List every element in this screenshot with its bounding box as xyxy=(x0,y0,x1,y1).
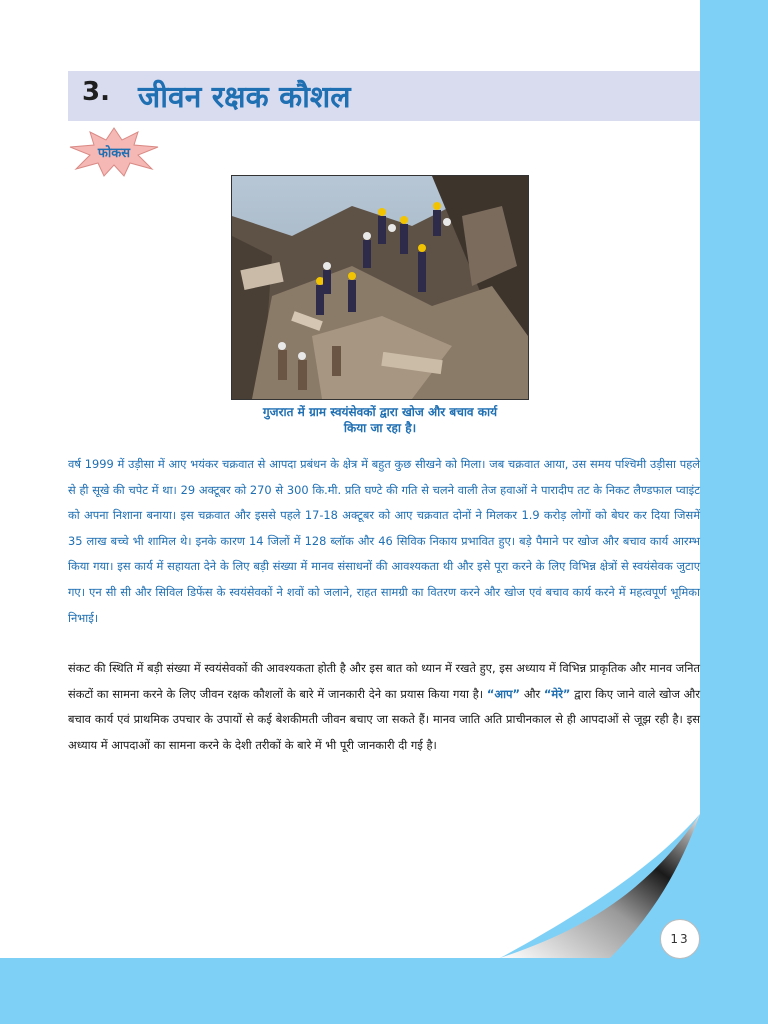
paragraph2-part1: संकट की स्थिति में बड़ी संख्या में स्वयंसेवकों की आवश्यकता होती है और इस बात को ध्यान में रखते हुए, इस अध्याय में विभिन्न प्राकृतिक और मानव जनित संकटों का सामना करने के लिए जीवन रक्षक कौशलों के बारे में जानकारी देने का प्रयास किया गया है। xyxy=(68,661,700,701)
caption-line-2: किया जा रहा है। xyxy=(343,421,417,435)
quote-mere: “मेरे” xyxy=(543,686,571,701)
chapter-number: 3. xyxy=(82,77,110,107)
chapter-title-bar xyxy=(68,71,700,121)
chapter-title: जीवन रक्षक कौशल xyxy=(138,80,351,115)
caption-line-1: गुजरात में ग्राम स्वयंसेवकों द्वारा खोज और बचाव कार्य xyxy=(262,405,498,419)
quote-aap: “आप” xyxy=(486,686,521,701)
conjunction-and: और xyxy=(523,686,541,701)
focus-label: फोकस xyxy=(97,146,131,161)
paragraph-life-saving-skills xyxy=(68,656,700,758)
bottom-decorative-band xyxy=(0,958,768,1024)
photo-caption xyxy=(200,404,560,436)
page-number: 13 xyxy=(660,919,700,959)
rubble-rescue-image xyxy=(232,176,528,399)
paragraph2-part2: द्वारा किए जाने वाले खोज और बचाव कार्य एवं प्राथमिक उपचार के उपायों से कई बेशकीमती जीवन बचाए जा सकते हैं। मानव जाति अति प्राचीनकाल से ही आपदाओं से जूझ रही है। इस अध्याय में आपदाओं का सामना करने के देशी तरीकों के बारे में भी पूरी जानकारी दी गई है। xyxy=(68,686,700,752)
focus-badge xyxy=(68,127,160,177)
right-decorative-band xyxy=(700,0,768,1024)
rescue-photo xyxy=(231,175,529,400)
paragraph-orissa-cyclone: वर्ष 1999 में उड़ीसा में आए भयंकर चक्रवात से आपदा प्रबंधन के क्षेत्र में बहुत कुछ सीखने को मिला। जब चक्रवात आया, उस समय पश्चिमी उड़ीसा पहले से ही सूखे की चपेट में था। 29 अक्टूबर को 270 से 300 कि.मी. प्रति घण्टे की गति से चलने वाली तेज हवाओं ने पारादीप तट के निकट लैण्डफाल प्वाइंट को अपना निशाना बनाया। इस चक्रवात और इससे पहले 17-18 अक्टूबर को आए चक्रवात दोनों ने मिलकर 1.9 करोड़ लोगों को बेघर कर दिया जिसमें 35 लाख बच्चे भी शामिल थे। इनके कारण 14 जिलों में 128 ब्लॉक और 46 सिविक निकाय प्रभावित हुए। बड़े पैमाने पर खोज और बचाव कार्य आरम्भ किया गया। इस कार्य में सहायता देने के लिए बड़ी संख्या में मानव संसाधनों की आवश्यकता थी और इसे पूरा करने के लिए विभिन्न क्षेत्रों से स्वयंसेवक जुटाए गए। एन सी सी और सिविल डिफेंस के स्वयंसेवकों ने शवों को जलाने, राहत सामग्री का वितरण करने और खोज एवं बचाव कार्य करने में महत्वपूर्ण भूमिका निभाई। xyxy=(68,457,700,625)
